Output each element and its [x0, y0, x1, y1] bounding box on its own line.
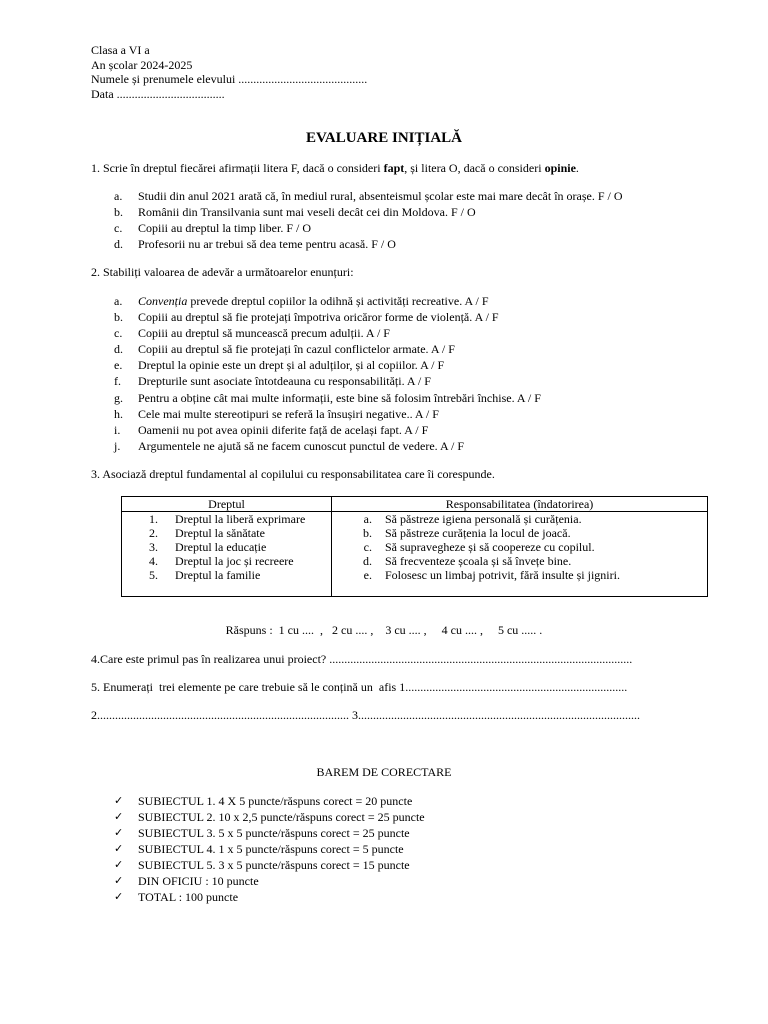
list-marker: a. — [363, 512, 372, 526]
list-item-text: Oamenii nu pot avea opinii diferite față de același fapt. A / F — [138, 422, 429, 437]
list-item — [114, 188, 714, 204]
list-item-text: Românii din Transilvania sunt mai veseli decât cei din Moldova. F / O — [138, 205, 476, 219]
question-5-answer-line: 2.................................................................................... 3.............................................................................................. — [91, 708, 640, 722]
date-line: Data .................................... — [91, 86, 225, 101]
list-marker: b. — [114, 310, 123, 325]
responsibilities-list — [332, 512, 707, 582]
list-marker: e. — [114, 358, 123, 373]
list-item-text-rest: prevede dreptul copiilor la odihnă și activități recreative. A / F — [187, 294, 489, 308]
question-3-answer-line: Răspuns : 1 cu .... , 2 cu .... , 3 cu .... , 4 cu .... , 5 cu ..... . — [225, 623, 543, 637]
student-name-line: Numele și prenumele elevului ........................................... — [91, 72, 368, 86]
list-item-text: Copiii au dreptul să fie protejați împotriva oricăror forme de violență. A / F — [138, 310, 499, 325]
list-item — [114, 325, 714, 341]
list-item — [114, 357, 714, 373]
table-row — [122, 526, 331, 540]
checkmark-icon: ✓ — [114, 826, 124, 839]
list-marker: h. — [114, 406, 123, 421]
checkmark-icon: ✓ — [114, 858, 124, 871]
list-marker: 5. — [149, 568, 158, 582]
rights-responsibilities-table — [121, 496, 708, 597]
right-text: Dreptul la liberă exprimare — [175, 512, 306, 526]
question-4-prompt: 4.Care este primul pas în realizarea unui proiect? ..................................................................................................... — [91, 652, 633, 666]
list-item — [114, 390, 714, 406]
list-marker: b. — [363, 526, 372, 540]
list-marker: b. — [114, 205, 123, 219]
right-text: Dreptul la educație — [175, 540, 267, 554]
responsibilities-column-header: Responsabilitatea (îndatorirea) — [332, 497, 708, 512]
checkmark-icon: ✓ — [114, 874, 124, 887]
list-marker: e. — [363, 568, 372, 582]
list-marker: 1. — [149, 512, 158, 526]
list-marker: f. — [114, 374, 121, 389]
list-item — [114, 438, 714, 454]
list-item-text: Copiii au dreptul să muncească precum adulții. A / F — [138, 326, 390, 341]
checkmark-icon: ✓ — [114, 842, 124, 855]
table-row — [122, 554, 331, 568]
grading-item-text: SUBIECTUL 1. 4 X 5 puncte/răspuns corect = 20 puncte — [138, 794, 413, 808]
checkmark-icon: ✓ — [114, 810, 124, 823]
list-item — [114, 293, 714, 309]
question-1-middle: , și litera O, dacă o consideri — [404, 161, 545, 175]
question-1-prompt — [91, 161, 691, 176]
table-row — [332, 554, 707, 568]
list-item-text: Argumentele ne ajută să ne facem cunoscut punctul de vedere. A / F — [138, 438, 465, 453]
list-item — [114, 422, 714, 438]
list-item-text — [138, 293, 489, 309]
right-text: Dreptul la sănătate — [175, 526, 265, 540]
page-title: EVALUARE INIȚIALĂ — [305, 130, 462, 146]
list-item — [114, 204, 714, 220]
question-2-prompt: 2. Stabiliți valoarea de adevăr a următoarelor enunțuri: — [91, 265, 354, 279]
class-line: Clasa a VI a — [91, 43, 150, 57]
list-item-text: Drepturile sunt asociate întotdeauna cu responsabilități. A / F — [138, 374, 431, 389]
table-row — [332, 568, 707, 582]
list-item-text: Profesorii nu ar trebui să dea teme pentru acasă. F / O — [138, 237, 396, 251]
responsibilities-cell — [332, 512, 708, 597]
table-row — [122, 512, 331, 526]
school-year-line: An școlar 2024-2025 — [91, 57, 193, 72]
student-header — [91, 43, 367, 101]
question-1-list — [114, 188, 714, 252]
responsibility-text: Să păstreze igiena personală și curățenia. — [385, 512, 582, 526]
question-1-bold-opinie: opinie — [544, 161, 576, 175]
checkmark-icon: ✓ — [114, 890, 124, 903]
table-row — [332, 540, 707, 554]
table-row — [332, 526, 707, 540]
rights-cell — [122, 512, 332, 597]
table-row — [122, 540, 331, 554]
question-1-prefix: 1. Scrie în dreptul fiecărei afirmații litera F, dacă o consideri — [91, 161, 384, 175]
right-text: Dreptul la joc și recreere — [175, 554, 294, 568]
list-item-text: Studii din anul 2021 arată că, în mediul rural, absenteismul școlar este mai mare decât în orașe. F / O — [138, 189, 623, 203]
list-item — [114, 373, 714, 389]
conventia-italic: Convenția — [138, 294, 188, 308]
responsibility-text: Să păstreze curățenia la locul de joacă. — [385, 526, 571, 540]
list-item-text: Pentru a obține cât mai multe informații, este bine să folosim întrebări închise. A / F — [138, 390, 541, 405]
question-1-bold-fapt: fapt — [383, 161, 405, 175]
list-marker: c. — [114, 326, 123, 341]
grading-item-text: DIN OFICIU : 10 puncte — [138, 874, 259, 888]
list-item-text: Cele mai multe stereotipuri se referă la însușiri negative.. A / F — [138, 406, 439, 421]
list-marker: a. — [114, 189, 123, 203]
list-marker: c. — [363, 540, 372, 554]
checkmark-icon: ✓ — [114, 794, 124, 807]
list-marker: d. — [114, 342, 123, 357]
grading-item-text: SUBIECTUL 2. 10 x 2,5 puncte/răspuns corect = 25 puncte — [138, 810, 425, 824]
table-row — [332, 512, 707, 526]
list-item-text: Copiii au dreptul la timp liber. F / O — [138, 221, 311, 235]
grading-item-text: SUBIECTUL 3. 5 x 5 puncte/răspuns corect = 25 puncte — [138, 826, 410, 840]
responsibility-text: Folosesc un limbaj potrivit, fără insulte și jigniri. — [385, 568, 620, 582]
list-marker: d. — [114, 237, 123, 251]
list-marker: g. — [114, 390, 123, 405]
list-marker: 2. — [149, 526, 158, 540]
question-2-list — [114, 293, 714, 454]
list-marker: j. — [114, 438, 121, 453]
list-marker: i. — [114, 422, 121, 437]
question-5-prompt: 5. Enumerați trei elemente pe care trebuie să le conțină un afis 1.......................................................................... — [91, 680, 628, 694]
list-item — [114, 341, 714, 357]
responsibility-text: Să frecventeze școala și să învețe bine. — [385, 554, 572, 568]
list-item-text: Copiii au dreptul să fie protejați în cazul conflictelor armate. A / F — [138, 342, 455, 357]
list-item-text: Dreptul la opinie este un drept și al adulților, și al copiilor. A / F — [138, 358, 445, 373]
list-item — [114, 309, 714, 325]
right-text: Dreptul la familie — [175, 568, 261, 582]
question-3-prompt: 3. Asociază dreptul fundamental al copilului cu responsabilitatea care îi corespunde. — [91, 467, 495, 481]
list-marker: 4. — [149, 554, 158, 568]
rights-column-header: Dreptul — [122, 497, 332, 512]
responsibility-text: Să supravegheze și să coopereze cu copilul. — [385, 540, 595, 554]
list-marker: 3. — [149, 540, 158, 554]
grading-item-text: SUBIECTUL 4. 1 x 5 puncte/răspuns corect = 5 puncte — [138, 842, 404, 856]
grading-scheme-title: BAREM DE CORECTARE — [316, 765, 452, 779]
list-marker: a. — [114, 294, 123, 308]
question-1-suffix: . — [575, 161, 579, 175]
list-item — [114, 220, 714, 236]
grading-item-text: TOTAL : 100 puncte — [138, 890, 239, 904]
table-row — [122, 568, 331, 582]
list-marker: c. — [114, 221, 123, 235]
grading-item-text: SUBIECTUL 5. 3 x 5 puncte/răspuns corect = 15 puncte — [138, 858, 410, 872]
list-item — [114, 406, 714, 422]
rights-list — [122, 512, 331, 582]
list-item — [114, 236, 714, 252]
list-marker: d. — [363, 554, 372, 568]
